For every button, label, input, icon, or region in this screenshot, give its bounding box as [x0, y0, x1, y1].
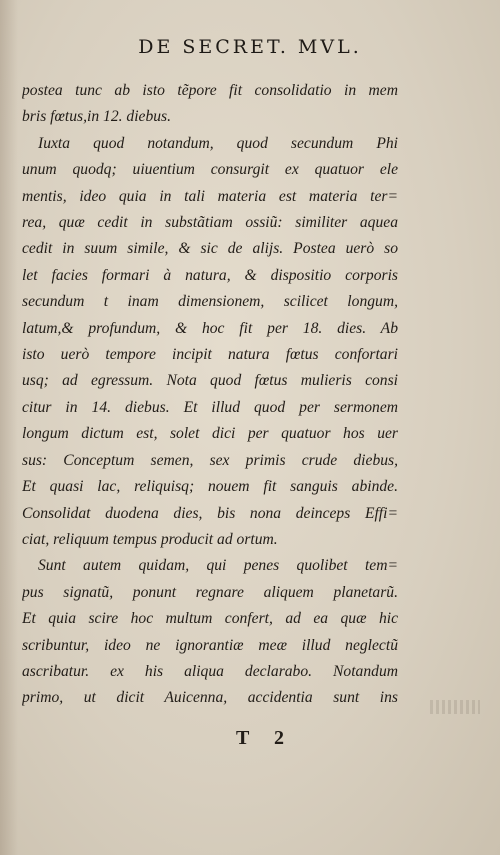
show-through-ink — [430, 700, 480, 714]
text-line: rea, quæ cedit in substãtiam ossiũ: similiter aquea — [22, 214, 398, 232]
text-line: let facies formari à natura, & dispositio corporis — [22, 266, 398, 284]
text-line: citur in 14. diebus. Et illud quod per sermonem — [22, 398, 398, 416]
text-line: sus: Conceptum semen, sex primis crude diebus, — [22, 451, 398, 469]
text-line: longum dictum est, solet dici per quatuor hos uer — [22, 425, 398, 443]
text-line: scribuntur, ideo ne ignorantiæ meæ illud neglectũ — [22, 636, 398, 654]
text-line: cedit in suum simile, & sic de alijs. Postea uerò so — [22, 240, 398, 258]
text-line: Consolidat duodena dies, bis nona deinceps Effi= — [22, 504, 398, 522]
text-line: ascribatur. ex his aliqua declarabo. Notandum — [22, 662, 398, 680]
text-line: Sunt autem quidam, qui penes quolibet tem= — [38, 557, 398, 575]
text-line: secundum t inam dimensionem, scilicet longum, — [22, 293, 398, 311]
gutter-shadow — [0, 0, 18, 855]
text-line: latum,& profundum, & hoc fit per 18. dies. Ab — [22, 319, 398, 337]
running-head: DE SECRET. MVL. — [138, 36, 362, 58]
text-line: unum quodq; uiuentium consurgit ex quatuor ele — [22, 161, 398, 179]
text-line: usq; ad egressum. Nota quod fœtus mulieris consi — [22, 372, 398, 390]
text-line: Et quasi lac, reliquisq; nouem fit sanguis abinde. — [22, 478, 398, 496]
signature-mark: T 2 — [236, 727, 294, 749]
text-line: Iuxta quod notandum, quod secundum Phi — [38, 134, 398, 152]
body-text — [22, 78, 398, 712]
text-line: ciat, reliquum tempus producit ad ortum. — [22, 530, 278, 548]
text-line: bris fœtus,in 12. diebus. — [22, 108, 172, 126]
text-line: primo, ut dicit Auicenna, accidentia sunt ins — [22, 689, 398, 707]
text-line: mentis, ideo quia in tali materia est materia ter= — [22, 187, 398, 205]
text-line: Et quia scire hoc multum confert, ad ea quæ hic — [22, 610, 398, 628]
text-line: pus signatũ, ponunt regnare aliquem planetarũ. — [22, 583, 398, 601]
text-line: postea tunc ab isto tẽpore fit consolidatio in mem — [22, 82, 398, 99]
text-line: isto uerò tempore incipit natura fœtus confortari — [22, 346, 398, 364]
